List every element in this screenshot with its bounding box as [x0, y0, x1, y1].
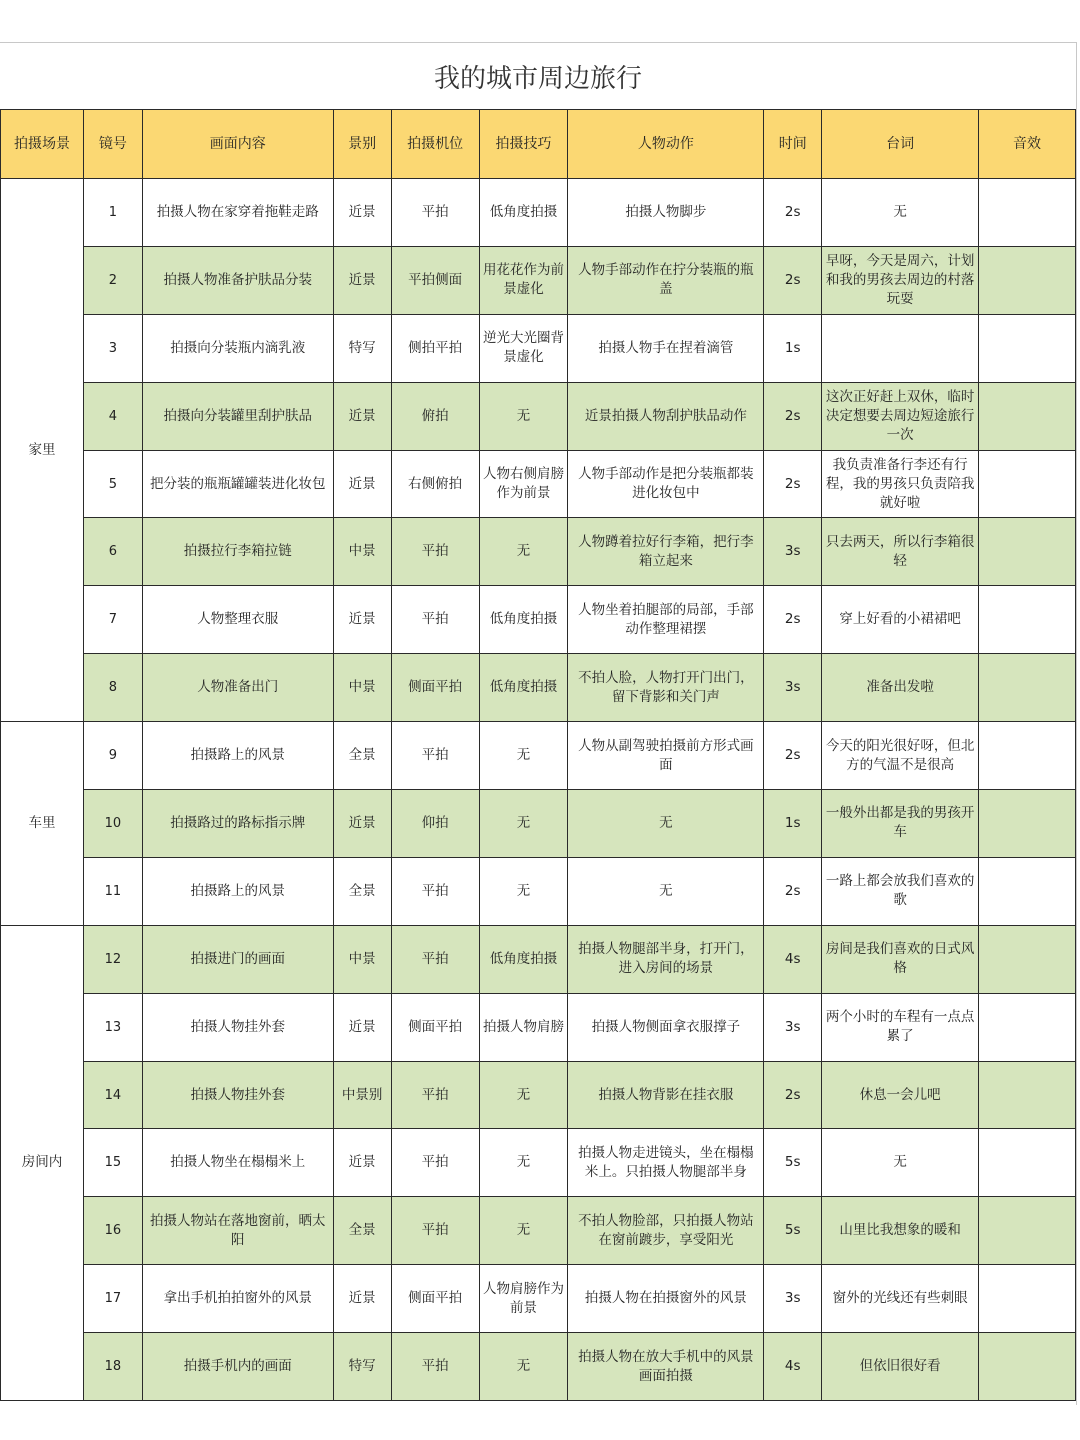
table-row: [1, 925, 1076, 993]
cell-action: 拍摄人物手在捏着滴管: [568, 314, 764, 382]
cell-line: 早呀，今天是周六，计划和我的男孩去周边的村落玩耍: [822, 246, 979, 314]
table-row: [1, 654, 1076, 722]
cell-camera-position: 仰拍: [391, 790, 479, 858]
cell-shot-size: 中景: [333, 654, 391, 722]
table-row: [1, 450, 1076, 518]
cell-sound-effect: [979, 179, 1076, 247]
cell-shot-size: 近景: [333, 790, 391, 858]
cell-shot-size: 特写: [333, 314, 391, 382]
header-sound-effect: 音效: [979, 110, 1076, 179]
table-row: [1, 179, 1076, 247]
cell-content: 人物准备出门: [142, 654, 333, 722]
cell-time: 1s: [764, 314, 822, 382]
table-row: [1, 586, 1076, 654]
page-title: 我的城市周边旅行: [433, 63, 642, 94]
cell-shot-size: 近景: [333, 1129, 391, 1197]
cell-content: 拍摄进门的画面: [142, 925, 333, 993]
header-action: 人物动作: [568, 110, 764, 179]
cell-action: 无: [568, 857, 764, 925]
cell-action: 无: [568, 790, 764, 858]
cell-line: 但依旧很好看: [822, 1333, 979, 1401]
cell-action: 不拍人脸，人物打开门出门，留下背影和关门声: [568, 654, 764, 722]
cell-camera-position: 右侧俯拍: [391, 450, 479, 518]
cell-shot-size: 近景: [333, 586, 391, 654]
cell-shot-number: 6: [83, 518, 142, 586]
cell-content: 拍摄拉行李箱拉链: [142, 518, 333, 586]
cell-content: 拍摄路上的风景: [142, 857, 333, 925]
table-row: [1, 1197, 1076, 1265]
cell-shot-size: 近景: [333, 382, 391, 450]
cell-action: 人物手部动作在拧分装瓶的瓶盖: [568, 246, 764, 314]
cell-sound-effect: [979, 382, 1076, 450]
cell-scene: 车里: [1, 722, 84, 926]
cell-shot-size: 全景: [333, 857, 391, 925]
cell-technique: 用花花作为前景虚化: [479, 246, 568, 314]
cell-shot-size: 近景: [333, 179, 391, 247]
cell-technique: 低角度拍摄: [479, 586, 568, 654]
cell-technique: 无: [479, 790, 568, 858]
table-row: [1, 518, 1076, 586]
cell-sound-effect: [979, 925, 1076, 993]
cell-line: 山里比我想象的暖和: [822, 1197, 979, 1265]
cell-sound-effect: [979, 518, 1076, 586]
cell-action: 不拍人物脸部，只拍摄人物站在窗前踱步，享受阳光: [568, 1197, 764, 1265]
cell-technique: 无: [479, 1061, 568, 1129]
cell-camera-position: 平拍: [391, 722, 479, 790]
cell-shot-number: 8: [83, 654, 142, 722]
cell-camera-position: 平拍: [391, 1129, 479, 1197]
cell-content: 人物整理衣服: [142, 586, 333, 654]
table-row: [1, 1333, 1076, 1401]
cell-shot-size: 近景: [333, 993, 391, 1061]
cell-shot-number: 9: [83, 722, 142, 790]
table-row: [1, 1265, 1076, 1333]
cell-action: 拍摄人物侧面拿衣服撑子: [568, 993, 764, 1061]
cell-time: 5s: [764, 1197, 822, 1265]
table-header-row: [1, 110, 1076, 179]
cell-content: 把分装的瓶瓶罐罐装进化妆包: [142, 450, 333, 518]
cell-camera-position: 平拍: [391, 1061, 479, 1129]
cell-action: 拍摄人物在放大手机中的风景画面拍摄: [568, 1333, 764, 1401]
cell-content: 拍摄路过的路标指示牌: [142, 790, 333, 858]
cell-line: 一般外出都是我的男孩开车: [822, 790, 979, 858]
cell-action: 人物手部动作是把分装瓶都装进化妆包中: [568, 450, 764, 518]
cell-sound-effect: [979, 654, 1076, 722]
cell-shot-number: 5: [83, 450, 142, 518]
header-line: 台词: [822, 110, 979, 179]
cell-camera-position: 平拍: [391, 1333, 479, 1401]
header-shot-size: 景别: [333, 110, 391, 179]
cell-scene: 家里: [1, 179, 84, 722]
cell-camera-position: 侧面平拍: [391, 1265, 479, 1333]
cell-camera-position: 平拍: [391, 1197, 479, 1265]
table-row: [1, 722, 1076, 790]
table-row: [1, 246, 1076, 314]
cell-sound-effect: [979, 722, 1076, 790]
cell-technique: 低角度拍摄: [479, 925, 568, 993]
cell-technique: 无: [479, 857, 568, 925]
shot-table: [0, 109, 1076, 1401]
cell-sound-effect: [979, 586, 1076, 654]
cell-shot-size: 中景: [333, 925, 391, 993]
cell-line: 房间是我们喜欢的日式风格: [822, 925, 979, 993]
cell-content: 拍摄路上的风景: [142, 722, 333, 790]
cell-sound-effect: [979, 1061, 1076, 1129]
cell-sound-effect: [979, 790, 1076, 858]
cell-line: 窗外的光线还有些刺眼: [822, 1265, 979, 1333]
cell-time: 4s: [764, 925, 822, 993]
cell-content: 拍摄人物坐在榻榻米上: [142, 1129, 333, 1197]
cell-shot-size: 近景: [333, 246, 391, 314]
cell-action: 拍摄人物脚步: [568, 179, 764, 247]
cell-content: 拍摄人物在家穿着拖鞋走路: [142, 179, 333, 247]
cell-time: 1s: [764, 790, 822, 858]
cell-line: 无: [822, 1129, 979, 1197]
cell-shot-number: 14: [83, 1061, 142, 1129]
cell-content: 拍摄人物站在落地窗前，晒太阳: [142, 1197, 333, 1265]
cell-content: 拍摄手机内的画面: [142, 1333, 333, 1401]
cell-shot-number: 1: [83, 179, 142, 247]
cell-shot-number: 4: [83, 382, 142, 450]
cell-technique: 逆光大光圈背景虚化: [479, 314, 568, 382]
header-technique: 拍摄技巧: [479, 110, 568, 179]
cell-technique: 无: [479, 1129, 568, 1197]
cell-shot-size: 全景: [333, 722, 391, 790]
cell-camera-position: 平拍侧面: [391, 246, 479, 314]
table-row: [1, 857, 1076, 925]
cell-time: 4s: [764, 1333, 822, 1401]
cell-sound-effect: [979, 1333, 1076, 1401]
cell-camera-position: 平拍: [391, 586, 479, 654]
cell-technique: 人物肩膀作为前景: [479, 1265, 568, 1333]
cell-line: 穿上好看的小裙裙吧: [822, 586, 979, 654]
cell-technique: 无: [479, 518, 568, 586]
cell-sound-effect: [979, 450, 1076, 518]
cell-shot-number: 12: [83, 925, 142, 993]
table-row: [1, 314, 1076, 382]
cell-shot-size: 特写: [333, 1333, 391, 1401]
cell-technique: 拍摄人物肩膀: [479, 993, 568, 1061]
cell-line: 我负责准备行李还有行程，我的男孩只负责陪我就好啦: [822, 450, 979, 518]
cell-sound-effect: [979, 1197, 1076, 1265]
cell-shot-number: 7: [83, 586, 142, 654]
cell-action: 拍摄人物走进镜头，坐在榻榻米上。只拍摄人物腿部半身: [568, 1129, 764, 1197]
cell-technique: 低角度拍摄: [479, 179, 568, 247]
cell-time: 3s: [764, 654, 822, 722]
cell-shot-number: 2: [83, 246, 142, 314]
cell-technique: 无: [479, 1333, 568, 1401]
cell-shot-size: 近景: [333, 450, 391, 518]
table-row: [1, 993, 1076, 1061]
cell-camera-position: 平拍: [391, 925, 479, 993]
cell-line: 这次正好赶上双休，临时决定想要去周边短途旅行一次: [822, 382, 979, 450]
cell-time: 3s: [764, 518, 822, 586]
cell-content: 拍摄向分装罐里刮护肤品: [142, 382, 333, 450]
cell-sound-effect: [979, 857, 1076, 925]
cell-time: 2s: [764, 857, 822, 925]
cell-camera-position: 俯拍: [391, 382, 479, 450]
cell-camera-position: 侧面平拍: [391, 654, 479, 722]
cell-sound-effect: [979, 246, 1076, 314]
cell-time: 2s: [764, 1061, 822, 1129]
cell-shot-number: 17: [83, 1265, 142, 1333]
cell-shot-number: 18: [83, 1333, 142, 1401]
cell-line: 一路上都会放我们喜欢的歌: [822, 857, 979, 925]
cell-line: 休息一会儿吧: [822, 1061, 979, 1129]
cell-content: 拿出手机拍拍窗外的风景: [142, 1265, 333, 1333]
cell-action: 拍摄人物背影在挂衣服: [568, 1061, 764, 1129]
cell-time: 3s: [764, 993, 822, 1061]
cell-action: 人物蹲着拉好行李箱，把行李箱立起来: [568, 518, 764, 586]
cell-line: 只去两天，所以行李箱很轻: [822, 518, 979, 586]
cell-shot-number: 10: [83, 790, 142, 858]
cell-line: 两个小时的车程有一点点累了: [822, 993, 979, 1061]
cell-technique: 人物右侧肩膀作为前景: [479, 450, 568, 518]
cell-content: 拍摄人物挂外套: [142, 993, 333, 1061]
header-scene: 拍摄场景: [1, 110, 84, 179]
cell-shot-size: 近景: [333, 1265, 391, 1333]
cell-shot-size: 中景别: [333, 1061, 391, 1129]
cell-sound-effect: [979, 1129, 1076, 1197]
cell-technique: 低角度拍摄: [479, 654, 568, 722]
cell-line: [822, 314, 979, 382]
cell-time: 2s: [764, 246, 822, 314]
cell-shot-number: 3: [83, 314, 142, 382]
cell-technique: 无: [479, 1197, 568, 1265]
header-content: 画面内容: [142, 110, 333, 179]
cell-technique: 无: [479, 722, 568, 790]
cell-line: 无: [822, 179, 979, 247]
cell-action: 拍摄人物腿部半身，打开门，进入房间的场景: [568, 925, 764, 993]
cell-action: 人物从副驾驶拍摄前方形式画面: [568, 722, 764, 790]
cell-shot-number: 13: [83, 993, 142, 1061]
header-camera-position: 拍摄机位: [391, 110, 479, 179]
header-shot-number: 镜号: [83, 110, 142, 179]
cell-line: 今天的阳光很好呀，但北方的气温不是很高: [822, 722, 979, 790]
cell-time: 2s: [764, 722, 822, 790]
shot-list-sheet: [0, 42, 1077, 1405]
cell-sound-effect: [979, 1265, 1076, 1333]
table-row: [1, 1129, 1076, 1197]
cell-content: 拍摄人物准备护肤品分装: [142, 246, 333, 314]
cell-time: 2s: [764, 450, 822, 518]
cell-sound-effect: [979, 314, 1076, 382]
table-row: [1, 790, 1076, 858]
cell-camera-position: 平拍: [391, 179, 479, 247]
cell-shot-size: 中景: [333, 518, 391, 586]
cell-shot-number: 11: [83, 857, 142, 925]
cell-shot-number: 15: [83, 1129, 142, 1197]
cell-time: 3s: [764, 1265, 822, 1333]
cell-scene: 房间内: [1, 925, 84, 1400]
cell-shot-size: 全景: [333, 1197, 391, 1265]
table-row: [1, 382, 1076, 450]
table-row: [1, 1061, 1076, 1129]
cell-camera-position: 侧拍平拍: [391, 314, 479, 382]
cell-sound-effect: [979, 993, 1076, 1061]
cell-time: 2s: [764, 179, 822, 247]
cell-time: 2s: [764, 586, 822, 654]
cell-action: 近景拍摄人物刮护肤品动作: [568, 382, 764, 450]
cell-camera-position: 侧面平拍: [391, 993, 479, 1061]
cell-time: 5s: [764, 1129, 822, 1197]
cell-time: 2s: [764, 382, 822, 450]
header-time: 时间: [764, 110, 822, 179]
cell-content: 拍摄人物挂外套: [142, 1061, 333, 1129]
cell-content: 拍摄向分装瓶内滴乳液: [142, 314, 333, 382]
cell-shot-number: 16: [83, 1197, 142, 1265]
cell-camera-position: 平拍: [391, 857, 479, 925]
cell-action: 人物坐着拍腿部的局部，手部动作整理裙摆: [568, 586, 764, 654]
cell-technique: 无: [479, 382, 568, 450]
cell-action: 拍摄人物在拍摄窗外的风景: [568, 1265, 764, 1333]
cell-line: 准备出发啦: [822, 654, 979, 722]
cell-camera-position: 平拍: [391, 518, 479, 586]
